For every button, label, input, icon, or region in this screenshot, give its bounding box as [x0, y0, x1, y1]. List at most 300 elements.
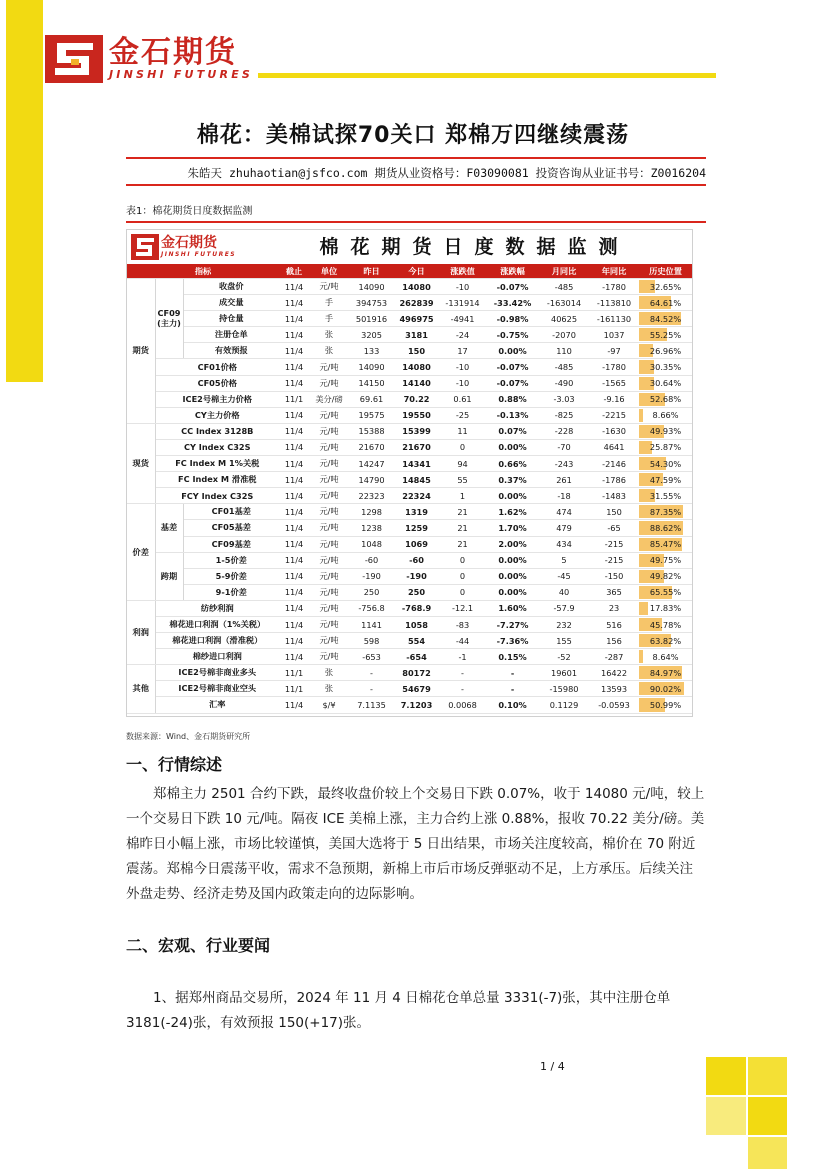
history-position-value: 45.78% — [649, 619, 682, 630]
history-position-value: 84.52% — [649, 313, 682, 324]
unit-cell: 张 — [309, 343, 349, 359]
decorative-square — [706, 1097, 746, 1135]
unit-cell: 元/吨 — [309, 616, 349, 632]
mom-cell: -228 — [539, 423, 589, 439]
change-pct-cell: 0.88% — [486, 391, 539, 407]
mom-cell: 479 — [539, 520, 589, 536]
table-row — [127, 568, 692, 584]
change-pct-cell: 0.66% — [486, 456, 539, 472]
today-cell: 1259 — [394, 520, 439, 536]
date-cell: 11/4 — [279, 343, 309, 359]
prev-cell: 250 — [349, 584, 394, 600]
today-cell: 554 — [394, 633, 439, 649]
mom-cell: -243 — [539, 456, 589, 472]
indicator-name-cell: CY Index C32S — [155, 439, 279, 455]
history-position-cell — [639, 568, 692, 584]
col-header-yoy: 年同比 — [589, 264, 639, 279]
data-source: 数据来源：Wind、金石期货研究所 — [126, 732, 251, 741]
indicator-name-cell: CF05价格 — [155, 375, 279, 391]
table-row — [127, 536, 692, 552]
history-position-value: 54.30% — [649, 458, 682, 469]
prev-cell: 133 — [349, 343, 394, 359]
yoy-cell: -1630 — [589, 423, 639, 439]
change-pct-cell: 0.07% — [486, 423, 539, 439]
change-cell: 0.0068 — [439, 697, 486, 713]
caption-divider — [126, 221, 706, 223]
history-position-cell — [639, 295, 692, 311]
date-cell: 11/4 — [279, 520, 309, 536]
today-cell: 262839 — [394, 295, 439, 311]
history-position-value: 25.87% — [649, 442, 682, 453]
mom-cell: -485 — [539, 359, 589, 375]
date-cell: 11/4 — [279, 472, 309, 488]
prev-cell: 394753 — [349, 295, 394, 311]
history-position-cell — [639, 584, 692, 600]
history-position-cell — [639, 311, 692, 327]
unit-cell: 手 — [309, 311, 349, 327]
unit-cell: 元/吨 — [309, 375, 349, 391]
today-cell: 19550 — [394, 407, 439, 423]
prev-cell: -190 — [349, 568, 394, 584]
unit-cell: 元/吨 — [309, 600, 349, 616]
yoy-cell: -1786 — [589, 472, 639, 488]
mom-cell: 434 — [539, 536, 589, 552]
yoy-cell: 1037 — [589, 327, 639, 343]
category-cell: 利润 — [127, 600, 155, 664]
history-position-value: 90.02% — [649, 683, 682, 694]
mom-cell: 155 — [539, 633, 589, 649]
change-pct-cell: - — [486, 681, 539, 697]
table-logo-chinese: 金石期货 — [161, 235, 217, 251]
history-position-value: 26.96% — [649, 345, 682, 356]
date-cell: 11/4 — [279, 311, 309, 327]
mom-cell: -485 — [539, 279, 589, 295]
table-logo — [131, 234, 251, 260]
indicator-name-cell: 收盘价 — [183, 279, 279, 295]
table-row — [127, 488, 692, 504]
history-position-cell — [639, 633, 692, 649]
prev-cell: 1238 — [349, 520, 394, 536]
today-cell: 21670 — [394, 439, 439, 455]
date-cell: 11/4 — [279, 295, 309, 311]
table-logo-english: JINSHI FUTURES — [161, 251, 237, 258]
author-line: 朱皓天 zhuhaotian@jsfco.com 期货从业资格号：F03090081 投资咨询从业证书号：Z0016204 — [187, 166, 706, 180]
paragraph-news: 1、据郑州商品交易所，2024 年 11 月 4 日棉花仓单总量 3331(-7)张，其中注册仓单 3181(-24)张，有效预报 150(+17)张。 — [126, 990, 671, 1031]
prev-cell: 14790 — [349, 472, 394, 488]
table-title: 棉花期货日度数据监测 — [319, 236, 630, 258]
history-position-value: 30.64% — [649, 378, 682, 389]
today-cell: 14845 — [394, 472, 439, 488]
history-position-cell — [639, 343, 692, 359]
yoy-cell: -215 — [589, 552, 639, 568]
change-cell: 21 — [439, 520, 486, 536]
unit-cell: 元/吨 — [309, 359, 349, 375]
history-position-value: 8.64% — [652, 651, 679, 662]
table-row — [127, 456, 692, 472]
mom-cell: -163014 — [539, 295, 589, 311]
yoy-cell: 4641 — [589, 439, 639, 455]
change-cell: 1 — [439, 488, 486, 504]
change-cell: 11 — [439, 423, 486, 439]
indicator-name-cell: ICE2号棉主力价格 — [155, 391, 279, 407]
change-pct-cell: 1.62% — [486, 504, 539, 520]
today-cell: 1319 — [394, 504, 439, 520]
yoy-cell: 516 — [589, 616, 639, 632]
unit-cell: 美分/磅 — [309, 391, 349, 407]
date-cell: 11/4 — [279, 504, 309, 520]
today-cell: -190 — [394, 568, 439, 584]
table-row — [127, 375, 692, 391]
col-header-change-pct: 涨跌幅 — [486, 264, 539, 279]
decorative-square — [706, 1057, 746, 1095]
unit-cell: 元/吨 — [309, 423, 349, 439]
history-position-value: 55.25% — [649, 329, 682, 340]
yoy-cell: 23 — [589, 600, 639, 616]
data-table — [127, 264, 692, 714]
indicator-name-cell: 5-9价差 — [183, 568, 279, 584]
today-cell: 7.1203 — [394, 697, 439, 713]
history-position-bar — [639, 650, 643, 663]
unit-cell: 元/吨 — [309, 633, 349, 649]
change-pct-cell: 0.00% — [486, 552, 539, 568]
table-caption: 表1：棉花期货日度数据监测 — [126, 206, 253, 217]
change-pct-cell: 0.00% — [486, 439, 539, 455]
mom-cell: 5 — [539, 552, 589, 568]
today-cell: 14080 — [394, 279, 439, 295]
unit-cell: 张 — [309, 327, 349, 343]
table-row — [127, 327, 692, 343]
date-cell: 11/4 — [279, 327, 309, 343]
table-row — [127, 407, 692, 423]
change-pct-cell: 0.00% — [486, 488, 539, 504]
prev-cell: 501916 — [349, 311, 394, 327]
yoy-cell: -1780 — [589, 359, 639, 375]
history-position-bar — [639, 409, 643, 422]
mom-cell: 40625 — [539, 311, 589, 327]
date-cell: 11/4 — [279, 279, 309, 295]
indicator-name-cell: CF09基差 — [183, 536, 279, 552]
date-cell: 11/4 — [279, 649, 309, 665]
table-row — [127, 504, 692, 520]
col-header-history: 历史位置 — [639, 264, 692, 279]
today-cell: 15399 — [394, 423, 439, 439]
change-pct-cell: 1.60% — [486, 600, 539, 616]
date-cell: 11/4 — [279, 552, 309, 568]
category-cell: 期货 — [127, 279, 155, 424]
table-row — [127, 681, 692, 697]
today-cell: 14080 — [394, 359, 439, 375]
logo-english-name: JINSHI FUTURES — [109, 68, 254, 81]
mom-cell: 261 — [539, 472, 589, 488]
history-position-cell — [639, 665, 692, 681]
prev-cell: - — [349, 681, 394, 697]
history-position-cell — [639, 600, 692, 616]
decorative-square — [748, 1137, 787, 1169]
date-cell: 11/1 — [279, 391, 309, 407]
today-cell: 14341 — [394, 456, 439, 472]
indicator-name-cell: CF01基差 — [183, 504, 279, 520]
history-position-value: 47.59% — [649, 474, 682, 485]
history-position-cell — [639, 359, 692, 375]
change-cell: -4941 — [439, 311, 486, 327]
history-position-value: 65.55% — [649, 587, 682, 598]
today-cell: 250 — [394, 584, 439, 600]
indicator-name-cell: 纺纱利润 — [155, 600, 279, 616]
change-pct-cell: -0.07% — [486, 375, 539, 391]
change-cell: 55 — [439, 472, 486, 488]
change-cell: -10 — [439, 375, 486, 391]
change-cell: -10 — [439, 279, 486, 295]
indicator-name-cell: ICE2号棉非商业空头 — [155, 681, 279, 697]
unit-cell: 手 — [309, 295, 349, 311]
table-row — [127, 472, 692, 488]
yoy-cell: -287 — [589, 649, 639, 665]
table-row — [127, 439, 692, 455]
table-row — [127, 391, 692, 407]
change-cell: 0.61 — [439, 391, 486, 407]
history-position-value: 87.35% — [649, 506, 682, 517]
change-pct-cell: 0.10% — [486, 697, 539, 713]
date-cell: 11/4 — [279, 616, 309, 632]
indicator-name-cell: CF01价格 — [155, 359, 279, 375]
change-cell: -44 — [439, 633, 486, 649]
table-row — [127, 311, 692, 327]
category-cell: 其他 — [127, 665, 155, 713]
change-pct-cell: - — [486, 665, 539, 681]
mom-cell: 232 — [539, 616, 589, 632]
yoy-cell: -1483 — [589, 488, 639, 504]
table-row — [127, 423, 692, 439]
yoy-cell: 156 — [589, 633, 639, 649]
change-pct-cell: 2.00% — [486, 536, 539, 552]
change-pct-cell: -0.98% — [486, 311, 539, 327]
indicator-name-cell: CC Index 3128B — [155, 423, 279, 439]
table-row — [127, 343, 692, 359]
history-position-cell — [639, 472, 692, 488]
decorative-square — [748, 1057, 787, 1095]
change-cell: 21 — [439, 536, 486, 552]
page-number: 1 / 4 — [540, 1060, 565, 1073]
mom-cell: -490 — [539, 375, 589, 391]
logo-mark-icon — [45, 35, 103, 83]
category-cell: 现货 — [127, 423, 155, 503]
indicator-name-cell: FCY Index C32S — [155, 488, 279, 504]
change-pct-cell: -0.13% — [486, 407, 539, 423]
category-cell: 价差 — [127, 504, 155, 601]
unit-cell: 元/吨 — [309, 536, 349, 552]
prev-cell: 14150 — [349, 375, 394, 391]
table-logo-mark-icon — [131, 234, 159, 260]
history-position-value: 49.82% — [649, 571, 682, 582]
mom-cell: -825 — [539, 407, 589, 423]
change-pct-cell: 0.37% — [486, 472, 539, 488]
today-cell: 1069 — [394, 536, 439, 552]
today-cell: 70.22 — [394, 391, 439, 407]
today-cell: -60 — [394, 552, 439, 568]
history-position-cell — [639, 504, 692, 520]
mom-cell: -52 — [539, 649, 589, 665]
prev-cell: -756.8 — [349, 600, 394, 616]
col-header-unit: 单位 — [309, 264, 349, 279]
mom-cell: 110 — [539, 343, 589, 359]
history-position-value: 17.83% — [649, 603, 682, 614]
change-pct-cell: 0.00% — [486, 584, 539, 600]
yoy-cell: -0.0593 — [589, 697, 639, 713]
col-header-today: 今日 — [394, 264, 439, 279]
yoy-cell: 16422 — [589, 665, 639, 681]
prev-cell: 7.1135 — [349, 697, 394, 713]
prev-cell: 1141 — [349, 616, 394, 632]
yoy-cell: -2146 — [589, 456, 639, 472]
history-position-cell — [639, 391, 692, 407]
indicator-name-cell: 有效预报 — [183, 343, 279, 359]
today-cell: 54679 — [394, 681, 439, 697]
indicator-name-cell: 汇率 — [155, 697, 279, 713]
indicator-name-cell: FC Index M 1%关税 — [155, 456, 279, 472]
unit-cell: 张 — [309, 665, 349, 681]
table-row — [127, 616, 692, 632]
date-cell: 11/4 — [279, 439, 309, 455]
decorative-square — [748, 1097, 787, 1135]
history-position-value: 49.75% — [649, 555, 682, 566]
today-cell: 1058 — [394, 616, 439, 632]
indicator-name-cell: ICE2号棉非商业多头 — [155, 665, 279, 681]
prev-cell: 598 — [349, 633, 394, 649]
prev-cell: -60 — [349, 552, 394, 568]
history-position-cell — [639, 279, 692, 295]
history-position-value: 64.61% — [649, 297, 682, 308]
table-row — [127, 600, 692, 616]
col-header-change: 涨跌值 — [439, 264, 486, 279]
history-position-cell — [639, 552, 692, 568]
change-pct-cell: 0.00% — [486, 343, 539, 359]
date-cell: 11/4 — [279, 359, 309, 375]
date-cell: 11/4 — [279, 600, 309, 616]
yoy-cell: 365 — [589, 584, 639, 600]
change-pct-cell: 1.70% — [486, 520, 539, 536]
history-position-value: 49.93% — [649, 426, 682, 437]
mom-cell: 0.1129 — [539, 697, 589, 713]
table-row — [127, 295, 692, 311]
history-position-cell — [639, 407, 692, 423]
prev-cell: 3205 — [349, 327, 394, 343]
today-cell: 150 — [394, 343, 439, 359]
unit-cell: 元/吨 — [309, 456, 349, 472]
mom-cell: -18 — [539, 488, 589, 504]
change-cell: -25 — [439, 407, 486, 423]
prev-cell: -653 — [349, 649, 394, 665]
change-cell: -131914 — [439, 295, 486, 311]
date-cell: 11/1 — [279, 665, 309, 681]
date-cell: 11/4 — [279, 456, 309, 472]
yoy-cell: -65 — [589, 520, 639, 536]
mom-cell: 40 — [539, 584, 589, 600]
history-position-cell — [639, 681, 692, 697]
change-pct-cell: 0.00% — [486, 568, 539, 584]
unit-cell: 元/吨 — [309, 649, 349, 665]
yoy-cell: -97 — [589, 343, 639, 359]
unit-cell: 元/吨 — [309, 488, 349, 504]
change-cell: -83 — [439, 616, 486, 632]
indicator-name-cell: 1-5价差 — [183, 552, 279, 568]
date-cell: 11/4 — [279, 423, 309, 439]
yoy-cell: 150 — [589, 504, 639, 520]
indicator-name-cell: 成交量 — [183, 295, 279, 311]
unit-cell: 元/吨 — [309, 407, 349, 423]
indicator-name-cell: 棉花进口利润（1%关税） — [155, 616, 279, 632]
table-row — [127, 665, 692, 681]
change-cell: 0 — [439, 568, 486, 584]
today-cell: 3181 — [394, 327, 439, 343]
prev-cell: - — [349, 665, 394, 681]
change-pct-cell: 0.15% — [486, 649, 539, 665]
indicator-name-cell: 9-1价差 — [183, 584, 279, 600]
change-cell: -1 — [439, 649, 486, 665]
today-cell: 22324 — [394, 488, 439, 504]
prev-cell: 15388 — [349, 423, 394, 439]
mom-cell: -45 — [539, 568, 589, 584]
yoy-cell: -2215 — [589, 407, 639, 423]
prev-cell: 14247 — [349, 456, 394, 472]
unit-cell: 元/吨 — [309, 568, 349, 584]
section-heading-news: 二、宏观、行业要闻 — [126, 936, 271, 955]
history-position-value: 31.55% — [649, 490, 682, 501]
prev-cell: 19575 — [349, 407, 394, 423]
change-pct-cell: -0.07% — [486, 279, 539, 295]
yoy-cell: -1565 — [589, 375, 639, 391]
mom-cell: -70 — [539, 439, 589, 455]
change-pct-cell: -7.36% — [486, 633, 539, 649]
change-cell: -12.1 — [439, 600, 486, 616]
mom-cell: 474 — [539, 504, 589, 520]
history-position-value: 88.62% — [649, 522, 682, 533]
table-row — [127, 279, 692, 295]
date-cell: 11/1 — [279, 681, 309, 697]
today-cell: -654 — [394, 649, 439, 665]
unit-cell: 元/吨 — [309, 584, 349, 600]
decorative-yellow-band — [6, 0, 43, 382]
title-divider — [126, 157, 706, 159]
history-position-cell — [639, 423, 692, 439]
paragraph-market-review: 郑棉主力 2501 合约下跌，最终收盘价较上个交易日下跌 0.07%，收于 14080 元/吨，较上一个交易日下跌 10 元/吨。隔夜 ICE 美棉上涨，主力合约上涨 0.88%，报收 70.22 美分/磅。美棉昨日小幅上涨，市场比较谨慎，美国大选将于 5 日出结果，市场关注度较高，棉价在 70 附近震荡。郑棉今日震荡平收，需求不急预期，新棉上市后市场反弹驱动不足，上方承压。后续关注外盘走势、经济走势及国内政策走向的边际影响。 — [126, 786, 705, 902]
change-pct-cell: -0.75% — [486, 327, 539, 343]
table-row — [127, 697, 692, 713]
subcategory-cell: 跨期 — [155, 552, 183, 600]
table-row — [127, 633, 692, 649]
history-position-value: 50.99% — [649, 699, 682, 710]
col-header-indicator: 指标 — [127, 264, 279, 279]
unit-cell: 元/吨 — [309, 472, 349, 488]
col-header-date: 截止 — [279, 264, 309, 279]
today-cell: 496975 — [394, 311, 439, 327]
date-cell: 11/4 — [279, 568, 309, 584]
yoy-cell: -150 — [589, 568, 639, 584]
change-cell: 21 — [439, 504, 486, 520]
date-cell: 11/4 — [279, 584, 309, 600]
history-position-value: 84.97% — [649, 667, 682, 678]
history-position-cell — [639, 616, 692, 632]
yoy-cell: 13593 — [589, 681, 639, 697]
unit-cell: 元/吨 — [309, 552, 349, 568]
author-divider — [126, 184, 706, 186]
mom-cell: -57.9 — [539, 600, 589, 616]
table-row — [127, 552, 692, 568]
history-position-value: 63.82% — [649, 635, 682, 646]
mom-cell: -2070 — [539, 327, 589, 343]
date-cell: 11/4 — [279, 375, 309, 391]
history-position-cell — [639, 488, 692, 504]
indicator-name-cell: FC Index M 滑准税 — [155, 472, 279, 488]
